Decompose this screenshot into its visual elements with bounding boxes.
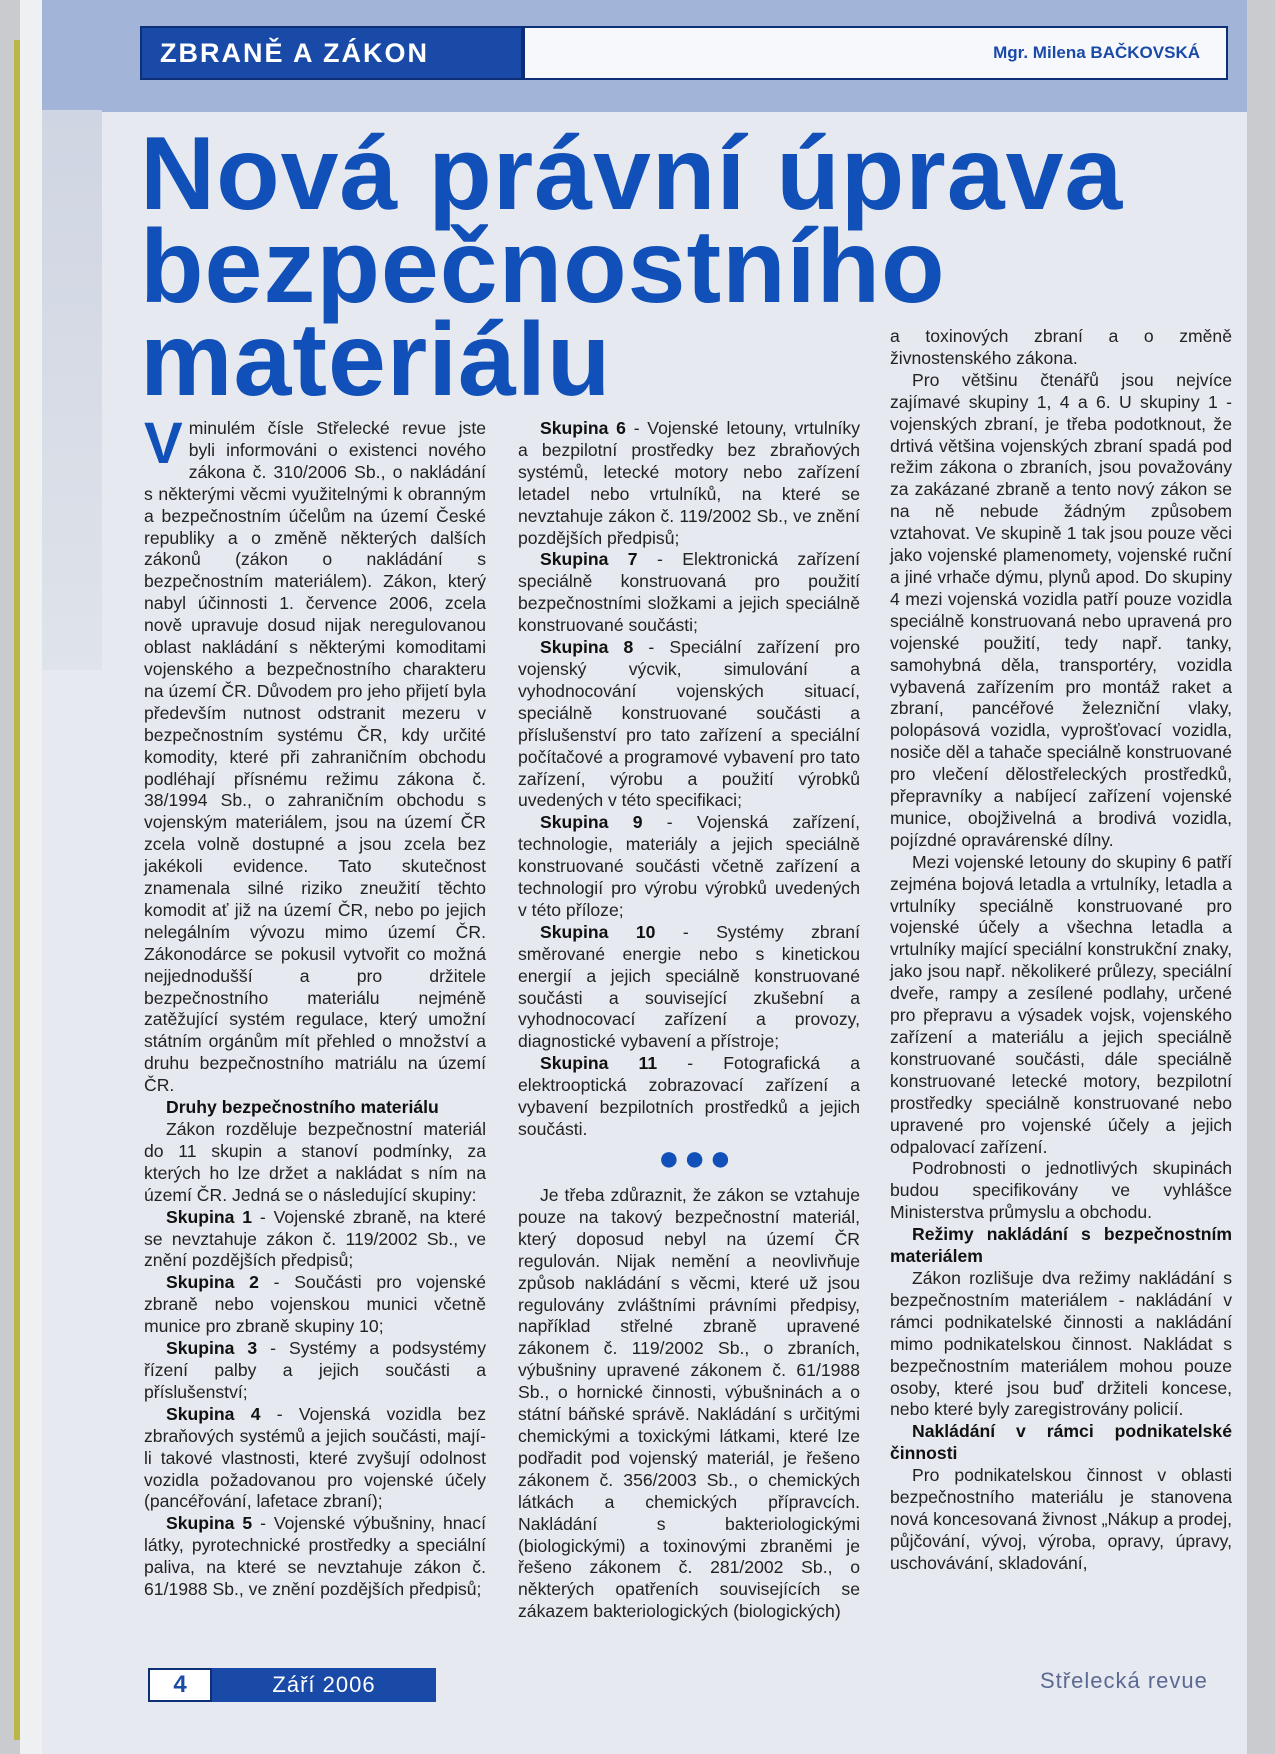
regimes-paragraph: Zákon rozlišuje dva režimy nakládání s bezpečnostním materiálem - nakládání v rámci podnikatelské činnosti a nakládání mimo podnikatelskou činnost. Nakládat s bezpečnostním materiálem mohou pouze osoby, které jsou buď držiteli koncese, nebo které byly zaregistrovány policií. — [890, 1267, 1232, 1420]
group-text: - Součásti pro vojenské zbraně nebo vojenskou munici včetně munice pro zbraně skupiny 10; — [144, 1272, 486, 1337]
group-item-10 — [518, 922, 860, 1053]
article-column-1 — [144, 411, 486, 1601]
previous-page-edge — [20, 0, 42, 1754]
aircraft-paragraph: Mezi vojenské letouny do skupiny 6 patří zejména bojová letadla a vrtulníky, letadla a vrtulníky speciálně konstruované pro vojenské účely a všechna letadla a vrtulníky mající speciální konstrukční znaky, jako jsou např. několikeré průlezy, speciální dveře, rampy a zesílené podlahy, určené pro přepravu a výsadek vojsk, vojenského zařízení a materiálu a jejich speciálně konstruované součásti, dále speciálně konstruované letecké motory, bezpilotní prostředky speciálně konstruované nebo upravené pro vojenské účely a jejich odpalovací zařízení. — [890, 851, 1232, 1157]
separator-dots: ●●● — [658, 1137, 736, 1178]
group-item-11 — [518, 1053, 860, 1141]
group-text: - Systémy zbraní směrované energie nebo s kinetickou energií a jejich speciálně konstruované součásti a související zkušební a vyhodnocovací zařízení a provozy, diagnostické vybavení a přístroje; — [518, 921, 860, 1052]
author-name: Mgr. Milena BAČKOVSKÁ — [523, 26, 1228, 80]
details-paragraph: Podrobnosti o jednotlivých skupinách budou specifikovány ve vyhlášce Ministerstva průmyslu a obchodu. — [890, 1158, 1232, 1223]
page-number: 4 — [148, 1668, 212, 1702]
group-text: - Elektronická zařízení speciálně konstruovaná pro použití bezpečnostními složkami a jejich speciálně konstruované součásti; — [518, 549, 861, 636]
group-label: Skupina 8 — [540, 637, 634, 658]
groups-interest-paragraph: Pro většinu čtenářů jsou nejvíce zajímavé skupiny 1, 4 a 6. U skupiny 1 - vojenských zbraní, je třeba podotknout, že drtivá většina vojenských zbraní spadá pod režim zákona o zbraních, jsou považovány za zakázané zbraně a tento nový zákon se na ně nebude žádným způsobem vztahovat. Ve skupině 1 tak jsou pouze věci jako vojenské plamenomety, vojenské ruční a jiné vrhače dýmu, plynů apod. Do skupiny 4 mezi vojenská vozidla patří pouze vozidla speciálně konstruovaná nebo upravená pro vojenské použití, tedy např. tanky, samohybná děla, transportéry, vozidla vybavená zařízením pro montáž raket a zbraní, pancéřové železniční vlaky, polopásová vozidla, vyprošťovací vozidla, nosiče děl a tahače speciálně konstruované pro vlečení dělostřeleckých prostředků, přepravníky a nabíjecí zařízení vojenské munice, obojživelná a brodivá vozidla, pojízdné opravárenské dílny. — [890, 369, 1232, 850]
groups-intro-paragraph: Zákon rozděluje bezpečnostní materiál do 11 skupin a stanoví podmínky, za kterých ho lze držet a nakládat s ním na území ČR. Jedná se o následující skupiny: — [144, 1119, 486, 1205]
group-text: - Vojenská vozidla bez zbraňových systémů a jejich součásti, mají-li takové vlastnosti, které zvyšují odolnost vozidla požadovanou pro vojenské účely (pancéřování, lafetace zbraní); — [144, 1403, 486, 1512]
intro-text: minulém čísle Střelecké revue jste byli informováni o existenci nového zákona č. 310/2006 Sb., o nakládání s některými věcmi využitelnými k obranným a bezpečnostním účelům na území České republiky a o změně některých dalších zákonů (zákon o nakládání s bezpečnostním materiálem). Zákon, který nabyl účinnosti 1. července 2006, zcela nově upravuje dosud nijak neregulovanou oblast nakládání s některými komoditami vojenského a bezpečnostního charakteru na území ČR. Důvodem pro jeho přijetí byla především nutnost odstranit mezeru v bezpečnostním systému ČR, kdy určité komodity, které při zahraničním obchodu podléhají přísnému režimu zákona č. 38/1994 Sb., o zahraničním obchodu s vojenským materiálem, jsou na území ČR zcela volně dostupné a jsou zcela bez jakékoli evidence. Tato skutečnost znamenala silné riziko zneužití těchto komodit ať již na území ČR, nebo po jejich nelegálním vývozu mimo území ČR. Zákonodárce se pokusil vytvořit co možná nejjednodušší a pro držitele bezpečnostního materiálu nejméně zatěžující systém regulace, který umožní státním orgánům mít přehled o množství a druhu bezpečnostního matriálu na území ČR. — [144, 418, 486, 1096]
group-item-6 — [518, 418, 860, 549]
group-label: Skupina 4 — [166, 1403, 261, 1424]
article-column-2 — [518, 418, 860, 1141]
business-paragraph: Pro podnikatelskou činnost v oblasti bezpečnostního materiálu je stanovena nová koncesovaná živnost „Nákup a prodej, půjčování, vývoj, výroba, opravy, úpravy, uschovávání, skladování, — [890, 1465, 1232, 1573]
article-column-2-lower — [518, 1185, 860, 1623]
magazine-name: Střelecká revue — [1040, 1668, 1208, 1693]
title-line-1: Nová právní úprava — [140, 116, 1124, 232]
section-heading-rezimy: Režimy nakládání s bezpečnostním materiálem — [890, 1224, 1232, 1267]
group-text: - Systémy a podsystémy řízení palby a jejich součásti a příslušenství; — [144, 1338, 486, 1402]
article-column-3 — [890, 326, 1232, 1575]
section-heading-druhy: Druhy bezpečnostního materiálu — [166, 1097, 439, 1118]
vertical-side-strip — [42, 110, 102, 670]
group-item-3 — [144, 1338, 486, 1404]
section-label: ZBRANĚ A ZÁKON — [140, 26, 523, 80]
group-label: Skupina 6 — [540, 418, 626, 438]
group-item-8 — [518, 637, 860, 812]
group-text: - Fotografická a elektrooptická zobrazovací zařízení a vybavení bezpilotních prostředků a jejich součásti. — [518, 1053, 861, 1139]
group-text: - Vojenská zařízení, technologie, materiály a jejich speciálně konstruované součásti včetně zařízení a technologií pro výrobu výrobků uvedených v této příloze; — [518, 812, 860, 920]
group-item-5 — [144, 1513, 486, 1601]
group-label: Skupina 11 — [540, 1053, 658, 1074]
group-label: Skupina 3 — [166, 1338, 258, 1359]
group-label: Skupina 7 — [540, 549, 638, 570]
group-item-4 — [144, 1404, 486, 1514]
title-line-2: bezpečnostního — [140, 209, 946, 325]
intro-paragraph — [144, 411, 486, 1097]
regulation-paragraph: Je třeba zdůraznit, že zákon se vztahuje pouze na takový bezpečnostní materiál, který doposud nebyl na území ČR regulován. Nijak nemění a neovlivňuje způsob nakládání s věcmi, které už jsou regulovány zvláštními právními předpisy, například střelné zbraně upravené zákonem č. 119/2002 Sb., o zbraních, výbušniny upravené zákonem č. 61/1988 Sb., o hornické činnosti, výbušninách a o státní báňské správě. Nakládání s určitými chemickými a toxickými látkami, které lze podřadit pod vojenský materiál, je řešeno zákonem č. 356/2003 Sb., o chemických látkách a chemických přípravcích. Nakládání s bakteriologickými (biologickými) a toxinovými zbraněmi je řešeno zákonem č. 281/2002 Sb., o některých opatřeních souvisejících se zákazem bakteriologických (biologických) — [518, 1185, 860, 1622]
continuation-paragraph: a toxinových zbraní a o změně živnostenského zákona. — [890, 326, 1232, 368]
group-label: Skupina 5 — [166, 1513, 253, 1534]
group-item-1 — [144, 1207, 486, 1273]
title-line-3: materiálu — [140, 302, 612, 418]
group-text: - Vojenské výbušniny, hnací látky, pyrotechnické prostředky a speciální paliva, na které se nevztahuje zákon č. 61/1988 Sb., ve znění pozdějších předpisů; — [144, 1513, 486, 1600]
issue-date: Září 2006 — [212, 1668, 436, 1702]
drop-cap: V — [144, 411, 183, 476]
group-text: - Vojenské letouny, vrtulníky a bezpilotní prostředky bez zbraňových systémů, letecké motory nebo zařízení letadel nebo vrtulníků, na které se nevztahuje zákon č. 119/2002 Sb., ve znění pozdějších předpisů; — [518, 418, 861, 548]
group-item-2 — [144, 1272, 486, 1338]
group-label: Skupina 10 — [540, 921, 656, 942]
group-text: - Speciální zařízení pro vojenský výcvik, simulování a vyhodnocování vojenských situací, speciálně konstruované součásti a příslušenství pro tato zařízení a speciální počítačové a programové vybavení pro tato zařízení, výrobu a použití výrobků uvedených v této specifikaci; — [518, 637, 860, 811]
group-item-7 — [518, 549, 860, 637]
group-label: Skupina 2 — [166, 1272, 259, 1293]
group-label: Skupina 9 — [540, 812, 643, 833]
group-label: Skupina 1 — [166, 1206, 253, 1227]
group-text: - Vojenské zbraně, na které se nevztahuje zákon č. 119/2002 Sb., ve znění pozdějších předpisů; — [144, 1206, 486, 1271]
section-heading-podnikatelske: Nakládání v rámci podnikatelské činnosti — [890, 1421, 1232, 1464]
group-item-9 — [518, 812, 860, 922]
